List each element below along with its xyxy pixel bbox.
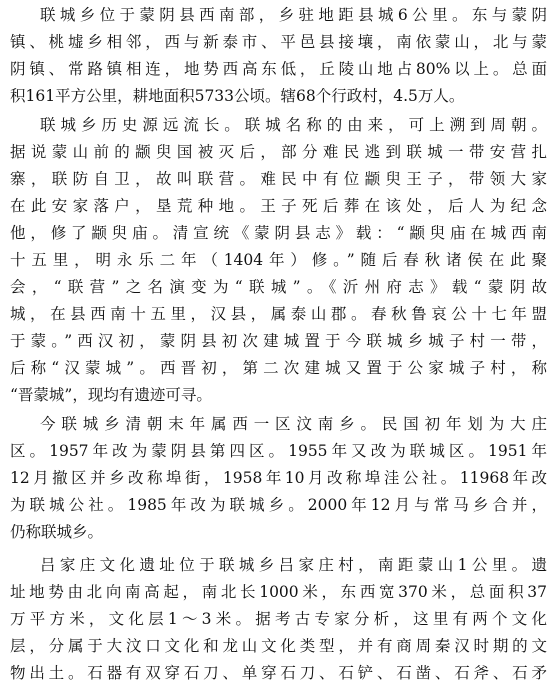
- text-line: 积161平方公里，耕地面积5733公顷。辖68个行政村，4.5万人。: [10, 87, 465, 105]
- text-line: 为联城公社。1985年改为联城乡。2000年12月与常马乡合并，: [10, 496, 547, 514]
- text-line: 万平方米，文化层1～3米。据考古专家分析，这里有两个文化: [10, 610, 547, 628]
- text-line: 后称“汉蒙城”。西晋初，第二次建城又置于公家城子村，称: [10, 359, 547, 377]
- text-line: 今联城乡清朝末年属西一区汶南乡。民国初年划为大庄: [40, 415, 547, 433]
- text-line: 他，修了颛臾庙。清宣统《蒙阴县志》载：“颛臾庙在城西南: [10, 224, 547, 242]
- text-line: 12月撤区并乡改称埠街，1958年10月改称埠洼公社。11968年改: [10, 469, 547, 487]
- text-line: 区。1957年改为蒙阴县第四区。1955年又改为联城区。1951年: [10, 442, 547, 460]
- text-line: 物出土。石器有双穿石刀、单穿石刀、石铲、石凿、石斧、石矛: [10, 664, 547, 682]
- text-line: 于蒙。”西汉初，蒙阴县初次建城置于今联城乡城子村一带，: [10, 332, 547, 350]
- text-line: “晋蒙城”，现均有遗迹可寻。: [10, 386, 212, 404]
- text-line: 层，分属于大汶口文化和龙山文化类型，并有商周秦汉时期的文: [10, 637, 547, 655]
- text-line: 据说蒙山前的颛臾国被灭后，部分难民逃到联城一带安营扎: [10, 143, 547, 161]
- text-line: 会，“联营”之名演变为“联城”。《沂州府志》载“蒙阴故: [10, 278, 547, 296]
- text-line: 城，在县西南十五里，汉县，属泰山郡。春秋鲁哀公十七年盟: [10, 305, 547, 323]
- text-line: 联城乡位于蒙阴县西南部，乡驻地距县城6公里。东与蒙阴: [40, 6, 547, 24]
- text-line: 仍称联城乡。: [10, 523, 104, 541]
- text-line: 址地势由北向南高起，南北长1000米，东西宽370米，总面积37: [10, 583, 547, 601]
- text-line: 寨，联防自卫，故叫联营。难民中有位颛臾王子，带领大家: [10, 170, 547, 188]
- text-line: 阴镇、常路镇相连，地势西高东低，丘陵山地占80%以上。总面: [10, 60, 547, 78]
- text-line: 在此安家落户，垦荒种地。王子死后葬在该处，后人为纪念: [10, 197, 547, 215]
- text-line: 联城乡历史源远流长。联城名称的由来，可上溯到周朝。: [40, 116, 547, 134]
- text-line: 吕家庄文化遗址位于联城乡吕家庄村，南距蒙山1公里。遗: [40, 556, 547, 574]
- text-line: 十五里，明永乐二年（1404年）修。”随后春秋诸侯在此聚: [10, 251, 547, 269]
- text-line: 镇、桃墟乡相邻，西与新泰市、平邑县接壤，南依蒙山，北与蒙: [10, 33, 547, 51]
